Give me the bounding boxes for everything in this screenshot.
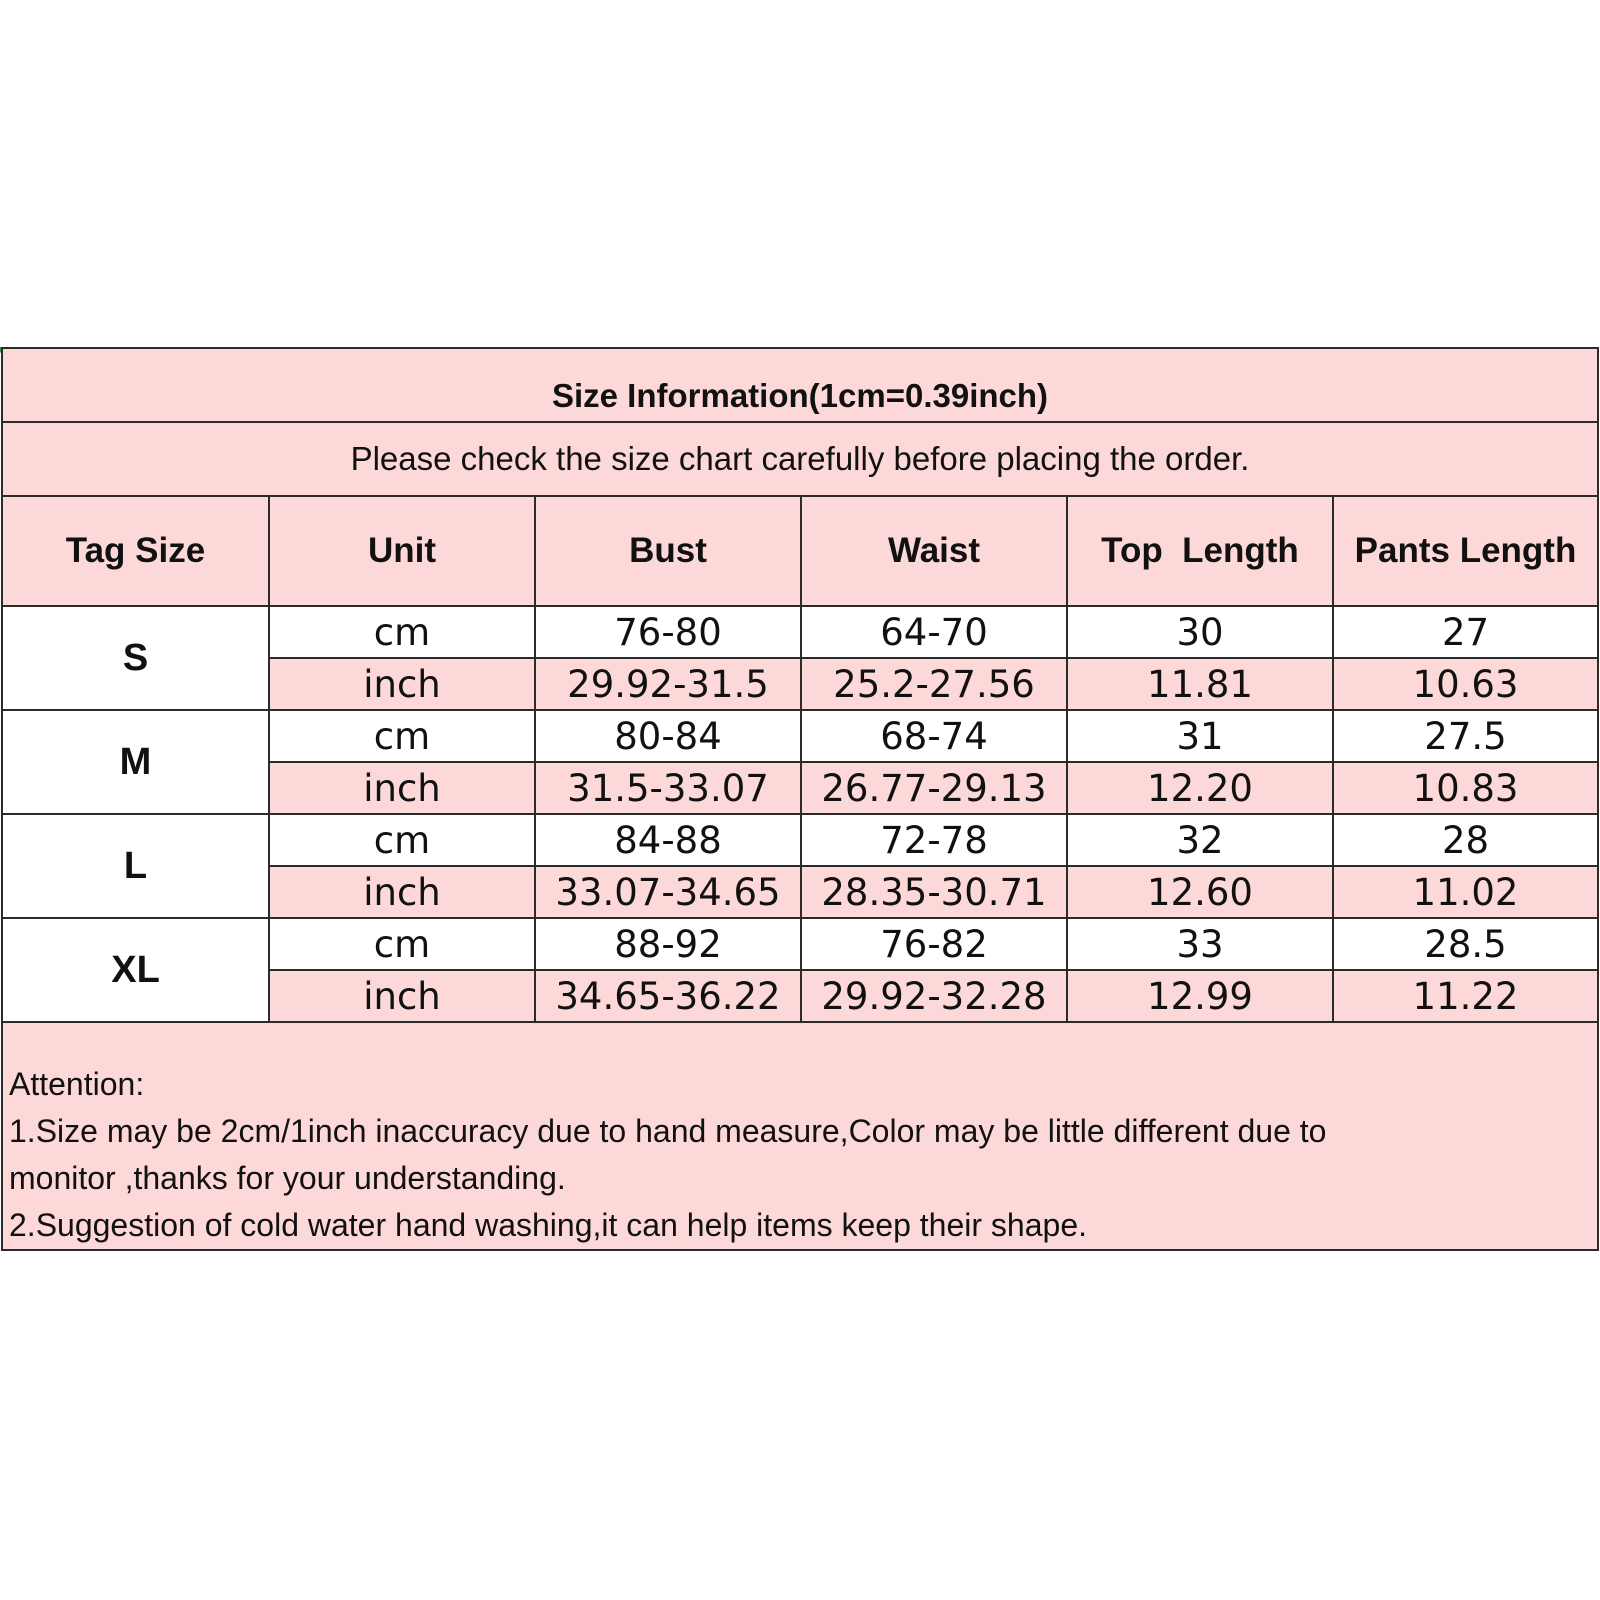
pants-length-cell: 11.22 — [1333, 970, 1597, 1022]
attention-line-1: 1.Size may be 2cm/1inch inaccuracy due to hand measure,Color may be little different due to — [9, 1113, 1327, 1149]
header-top-length: Top Length — [1067, 497, 1333, 606]
top-length-cell: 12.60 — [1067, 866, 1333, 918]
tag-size-cell: S — [3, 606, 269, 710]
chart-notice: Please check the size chart carefully before placing the order. — [3, 423, 1597, 497]
waist-cell: 26.77-29.13 — [801, 762, 1067, 814]
tag-size-cell: XL — [3, 918, 269, 1022]
bust-cell: 76-80 — [535, 606, 801, 658]
top-length-cell: 12.99 — [1067, 970, 1333, 1022]
table-row — [3, 814, 1597, 866]
table-row — [3, 606, 1597, 658]
top-length-cell: 32 — [1067, 814, 1333, 866]
waist-cell: 28.35-30.71 — [801, 866, 1067, 918]
top-length-cell: 31 — [1067, 710, 1333, 762]
tag-size-cell: L — [3, 814, 269, 918]
top-length-cell: 30 — [1067, 606, 1333, 658]
table-row — [3, 710, 1597, 762]
header-pants-length: Pants Length — [1333, 497, 1597, 606]
pants-length-cell: 11.02 — [1333, 866, 1597, 918]
header-tag-size: Tag Size — [3, 497, 269, 606]
bust-cell: 80-84 — [535, 710, 801, 762]
waist-cell: 68-74 — [801, 710, 1067, 762]
top-length-cell: 11.81 — [1067, 658, 1333, 710]
header-row — [3, 497, 1597, 606]
waist-cell: 76-82 — [801, 918, 1067, 970]
attention-notes — [9, 1061, 1589, 1249]
unit-cell: inch — [269, 762, 535, 814]
waist-cell: 25.2-27.56 — [801, 658, 1067, 710]
table-row — [3, 918, 1597, 970]
waist-cell: 72-78 — [801, 814, 1067, 866]
bust-cell: 31.5-33.07 — [535, 762, 801, 814]
top-length-cell: 33 — [1067, 918, 1333, 970]
pants-length-cell: 27.5 — [1333, 710, 1597, 762]
size-table — [3, 497, 1597, 1023]
pants-length-cell: 27 — [1333, 606, 1597, 658]
unit-cell: inch — [269, 658, 535, 710]
waist-cell: 64-70 — [801, 606, 1067, 658]
size-chart — [1, 347, 1599, 1251]
unit-cell: cm — [269, 606, 535, 658]
pants-length-cell: 10.63 — [1333, 658, 1597, 710]
pants-length-cell: 28.5 — [1333, 918, 1597, 970]
pants-length-cell: 28 — [1333, 814, 1597, 866]
header-waist: Waist — [801, 497, 1067, 606]
unit-cell: cm — [269, 710, 535, 762]
attention-line-2: 2.Suggestion of cold water hand washing,it can help items keep their shape. — [9, 1207, 1087, 1243]
unit-cell: cm — [269, 814, 535, 866]
bust-cell: 29.92-31.5 — [535, 658, 801, 710]
unit-cell: inch — [269, 866, 535, 918]
unit-cell: inch — [269, 970, 535, 1022]
tag-size-cell: M — [3, 710, 269, 814]
pants-length-cell: 10.83 — [1333, 762, 1597, 814]
waist-cell: 29.92-32.28 — [801, 970, 1067, 1022]
chart-title: Size Information(1cm=0.39inch) — [3, 349, 1597, 423]
unit-cell: cm — [269, 918, 535, 970]
top-length-cell: 12.20 — [1067, 762, 1333, 814]
bust-cell: 88-92 — [535, 918, 801, 970]
header-unit: Unit — [269, 497, 535, 606]
attention-heading: Attention: — [9, 1066, 145, 1102]
bust-cell: 33.07-34.65 — [535, 866, 801, 918]
attention-line-1-cont: monitor ,thanks for your understanding. — [9, 1160, 566, 1196]
header-bust: Bust — [535, 497, 801, 606]
bust-cell: 84-88 — [535, 814, 801, 866]
bust-cell: 34.65-36.22 — [535, 970, 801, 1022]
